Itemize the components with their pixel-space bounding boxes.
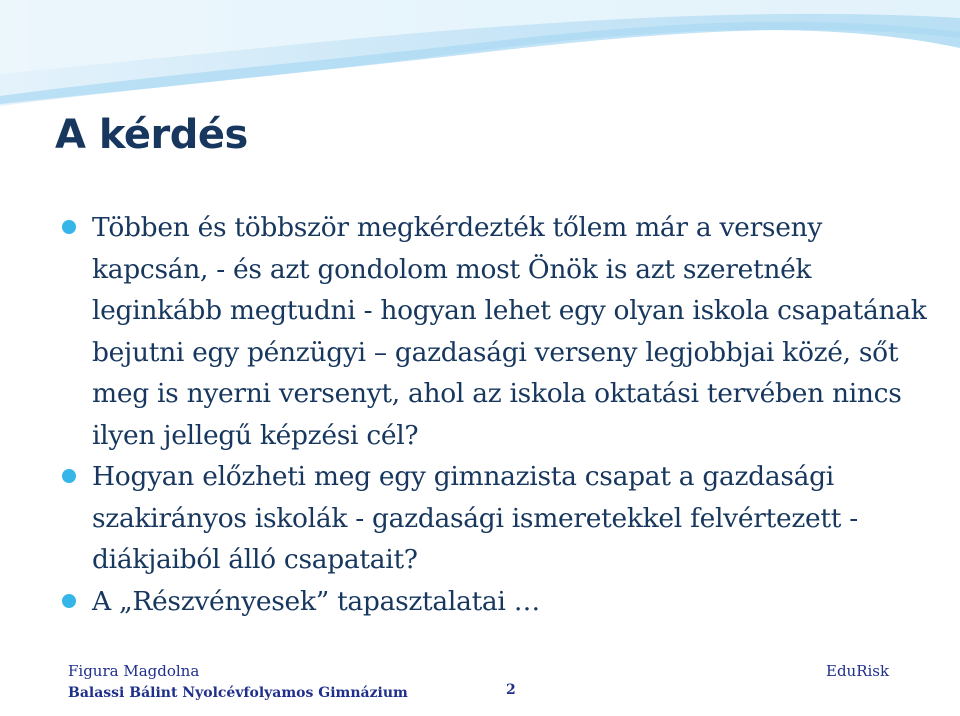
footer-brand: EduRisk bbox=[826, 662, 890, 680]
bullet-item bbox=[60, 581, 940, 623]
bullet-text: Többen és többször megkérdezték tőlem már a verseny kapcsán, - és azt gondolom most Önök is azt szeretnék leginkább megtudni - hogyan lehet egy olyan iskola csapatának bejutni egy pénzügyi – gazdasági verseny legjobbjai közé, sőt meg is nyerni versenyt, ahol az iskola oktatási tervében nincs ilyen jellegű képzési cél? bbox=[92, 212, 927, 451]
bullet-dot-icon bbox=[62, 594, 76, 608]
bullet-text: A „Részvényesek” tapasztalatai … bbox=[92, 585, 540, 617]
slide-title: A kérdés bbox=[55, 112, 248, 158]
bullet-dot-icon bbox=[62, 469, 76, 483]
footer-school: Balassi Bálint Nyolcévfolyamos Gimnázium bbox=[68, 685, 408, 701]
bullet-text: Hogyan előzheti meg egy gimnazista csapat a gazdasági szakirányos iskolák - gazdasági ismeretekkel felvértezett - diákjaiból álló csapatait? bbox=[92, 461, 858, 575]
slide-footer bbox=[0, 655, 960, 716]
page-number: 2 bbox=[506, 682, 516, 698]
footer-author: Figura Magdolna bbox=[68, 662, 200, 680]
header-wave-decoration bbox=[0, 0, 960, 110]
bullet-dot-icon bbox=[62, 220, 76, 234]
bullet-list bbox=[60, 207, 940, 622]
bullet-item bbox=[60, 207, 940, 456]
bullet-item bbox=[60, 456, 940, 581]
